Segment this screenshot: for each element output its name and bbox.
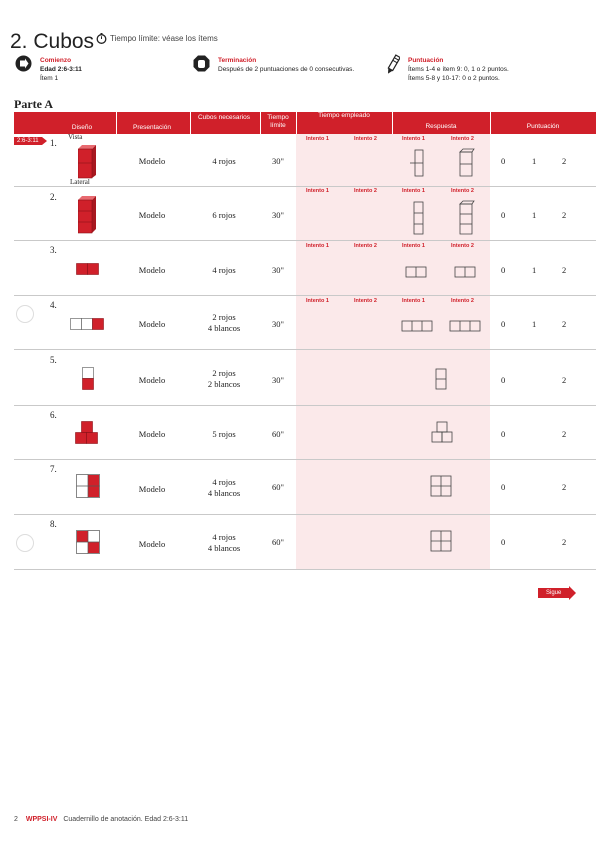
presentation: Modelo — [138, 375, 166, 385]
score-0[interactable]: 0 — [501, 375, 506, 385]
cubes-needed: 4 rojos — [212, 532, 236, 542]
response-outline — [430, 475, 454, 499]
binder-hole — [16, 305, 34, 323]
start-age: Edad 2:6-3:11 — [40, 66, 82, 73]
time-limit: 30" — [272, 210, 284, 220]
attempt-2-time: Intento 2 — [354, 243, 377, 249]
score-0[interactable]: 0 — [501, 210, 506, 220]
attempt-1-response: Intento 1 — [402, 136, 425, 142]
time-limit: 30" — [272, 375, 284, 385]
start-age-tag: 2:6-3:11 — [14, 137, 42, 145]
time-limit: 60" — [272, 537, 284, 547]
attempt-2-time: Intento 2 — [354, 298, 377, 304]
stop-icon — [193, 55, 210, 77]
item-number: 7. — [50, 464, 57, 474]
attempt-2-response: Intento 2 — [451, 243, 474, 249]
score-2[interactable]: 2 — [562, 319, 567, 329]
score-2[interactable]: 2 — [562, 156, 567, 166]
response-1-outline — [409, 200, 427, 236]
start-item: Ítem 1 — [40, 75, 59, 82]
page-number: 2 — [14, 816, 18, 823]
col-tiempo-empleado: Tiempo empleado — [318, 112, 370, 119]
item-number: 6. — [50, 410, 57, 420]
presentation: Modelo — [138, 156, 166, 166]
col-divider — [116, 112, 117, 134]
score-0[interactable]: 0 — [501, 482, 506, 492]
attempt-1-response: Intento 1 — [402, 243, 425, 249]
start-heading: Comienzo — [40, 57, 72, 64]
cubes-needed: 5 rojos — [212, 429, 236, 439]
view-label: Vista — [68, 133, 83, 141]
attempt-1-time: Intento 1 — [306, 298, 329, 304]
footer-brand: WPPSI-IV — [25, 816, 58, 823]
score-rule-1: Ítems 1-4 e ítem 9: 0, 1 o 2 puntos. — [408, 66, 509, 73]
presentation: Modelo — [138, 429, 166, 439]
response-outline — [435, 368, 449, 392]
col-divider — [490, 112, 491, 134]
time-limit: 30" — [272, 265, 284, 275]
response-outline — [430, 421, 456, 445]
score-0[interactable]: 0 — [501, 319, 506, 329]
score-1[interactable]: 1 — [532, 210, 537, 220]
presentation: Modelo — [138, 484, 166, 494]
col-divider — [260, 112, 261, 134]
cubes-needed: 4 rojos — [212, 156, 236, 166]
score-1[interactable]: 1 — [532, 265, 537, 275]
design-6-image — [74, 421, 102, 447]
binder-hole — [16, 534, 34, 552]
design-3-image — [76, 263, 100, 277]
attempt-2-response: Intento 2 — [451, 298, 474, 304]
score-heading: Puntuación — [408, 57, 444, 64]
section-title: Parte A — [14, 97, 53, 111]
cubes-needed-2: 4 blancos — [207, 488, 241, 498]
attempt-1-response: Intento 1 — [402, 188, 425, 194]
col-divider — [392, 112, 393, 134]
attempt-2-response: Intento 2 — [451, 188, 474, 194]
cubes-needed-2: 4 blancos — [207, 543, 241, 553]
footer — [14, 816, 188, 823]
stop-info — [218, 56, 354, 74]
item-number: 3. — [50, 245, 57, 255]
col-diseno: Diseño — [71, 124, 93, 131]
lateral-label: Lateral — [70, 178, 90, 186]
item-number: 1. — [50, 138, 57, 148]
time-limit: 30" — [272, 156, 284, 166]
score-1[interactable]: 1 — [532, 319, 537, 329]
item-number: 8. — [50, 519, 57, 529]
response-2-outline — [449, 320, 483, 332]
presentation: Modelo — [138, 539, 166, 549]
response-2-outline — [457, 200, 475, 236]
design-8-image — [76, 530, 102, 556]
page-title: 2. Cubos — [10, 30, 95, 53]
score-2[interactable]: 2 — [562, 375, 567, 385]
stopwatch-icon — [96, 33, 107, 44]
time-limit — [96, 33, 218, 44]
time-limit: 60" — [272, 482, 284, 492]
item-number: 2. — [50, 192, 57, 202]
score-rule-2: Ítems 5-8 y 10-17: 0 o 2 puntos. — [408, 75, 500, 82]
time-limit-text: Tiempo límite: véase los ítems — [110, 34, 218, 43]
pencil-icon — [386, 54, 400, 81]
col-presentacion: Presentación — [133, 124, 171, 131]
cubes-needed: 2 rojos — [212, 312, 236, 322]
presentation: Modelo — [138, 210, 166, 220]
design-2-image — [78, 194, 100, 234]
table-row — [14, 349, 596, 406]
cubes-needed: 4 rojos — [212, 265, 236, 275]
score-0[interactable]: 0 — [501, 429, 506, 439]
cubes-needed-2: 2 blancos — [207, 379, 241, 389]
item-number: 5. — [50, 355, 57, 365]
score-1[interactable]: 1 — [532, 156, 537, 166]
col-puntuacion: Puntuación — [526, 123, 560, 130]
response-2-outline — [457, 148, 475, 178]
cubes-needed: 4 rojos — [212, 477, 236, 487]
response-2-outline — [454, 266, 478, 278]
score-2[interactable]: 2 — [562, 265, 567, 275]
footer-text: Cuadernillo de anotación. Edad 2:6-3:11 — [63, 816, 189, 823]
score-2[interactable]: 2 — [562, 537, 567, 547]
start-icon — [15, 55, 32, 77]
design-7-image — [76, 474, 102, 500]
score-0[interactable]: 0 — [501, 156, 506, 166]
col-divider — [296, 112, 297, 134]
item-number: 4. — [50, 300, 57, 310]
design-4-image — [70, 318, 108, 332]
col-tiempo: Tiempo límite — [267, 114, 289, 129]
attempt-1-time: Intento 1 — [306, 136, 329, 142]
table-row — [14, 186, 596, 241]
design-1-image — [78, 143, 98, 179]
stop-text: Después de 2 puntuaciones de 0 consecutivas. — [218, 66, 355, 73]
stop-heading: Terminación — [218, 57, 257, 64]
cubes-needed-2: 4 blancos — [207, 323, 241, 333]
attempt-1-response: Intento 1 — [402, 298, 425, 304]
response-1-outline — [409, 148, 427, 178]
attempt-1-time: Intento 1 — [306, 188, 329, 194]
presentation: Modelo — [138, 265, 166, 275]
col-respuesta: Respuesta — [425, 123, 457, 130]
col-divider — [190, 112, 191, 134]
col-cubos: Cubos necesarios — [197, 114, 251, 121]
score-info — [408, 56, 509, 83]
cubes-needed: 2 rojos — [212, 368, 236, 378]
presentation: Modelo — [138, 319, 166, 329]
response-1-outline — [405, 266, 429, 278]
continue-arrow: Sigue — [538, 588, 569, 598]
attempt-2-time: Intento 2 — [354, 136, 377, 142]
time-limit: 60" — [272, 429, 284, 439]
score-0[interactable]: 0 — [501, 537, 506, 547]
start-info — [40, 56, 82, 83]
time-limit: 30" — [272, 319, 284, 329]
response-1-outline — [401, 320, 435, 332]
design-5-image — [82, 367, 96, 393]
score-2[interactable]: 2 — [562, 482, 567, 492]
score-2[interactable]: 2 — [562, 210, 567, 220]
attempt-1-time: Intento 1 — [306, 243, 329, 249]
cubes-needed: 6 rojos — [212, 210, 236, 220]
table-row — [14, 134, 596, 187]
attempt-2-response: Intento 2 — [451, 136, 474, 142]
score-0[interactable]: 0 — [501, 265, 506, 275]
attempt-2-time: Intento 2 — [354, 188, 377, 194]
score-2[interactable]: 2 — [562, 429, 567, 439]
table-row — [14, 240, 596, 296]
response-outline — [430, 530, 454, 554]
